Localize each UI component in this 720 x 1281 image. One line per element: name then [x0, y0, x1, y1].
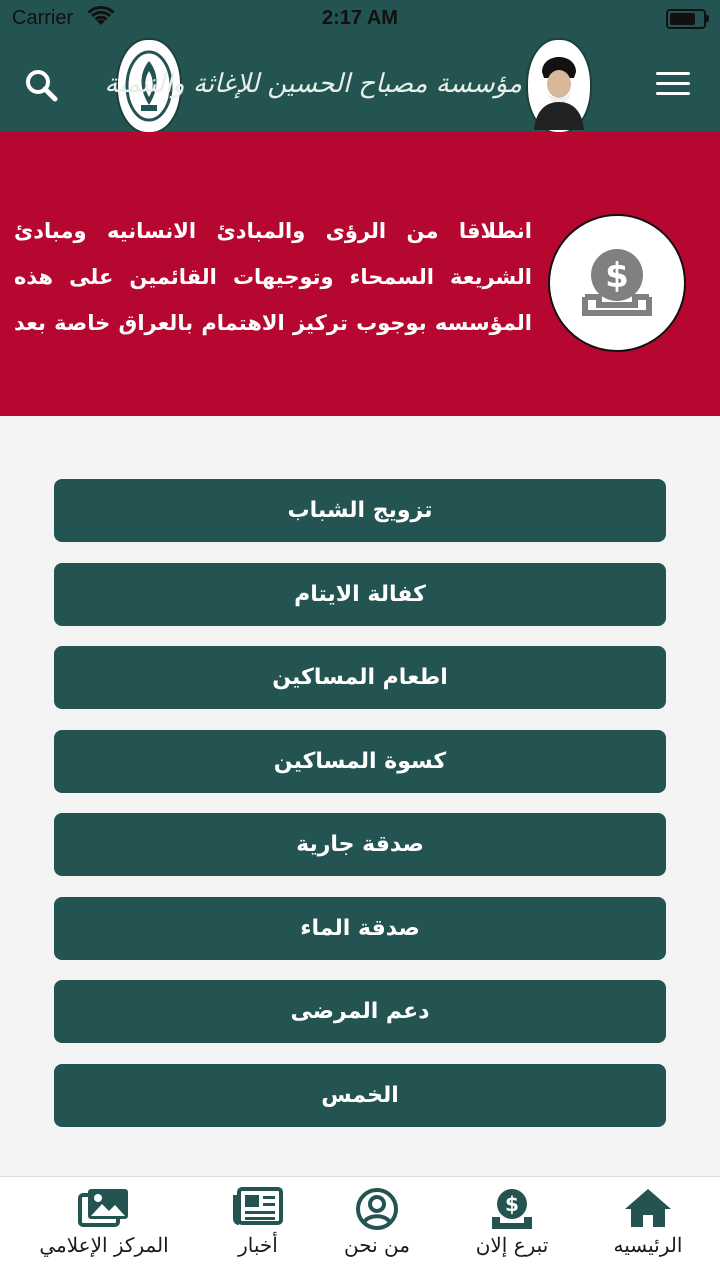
- menu-button[interactable]: [656, 72, 690, 98]
- tab-media-center[interactable]: [32, 1177, 176, 1267]
- newspaper-icon: [233, 1187, 283, 1225]
- tab-home[interactable]: [576, 1177, 720, 1267]
- home-icon: [623, 1187, 673, 1229]
- service-button-youth-marriage[interactable]: تزويج الشباب: [54, 479, 666, 542]
- tab-label: تبرع إلان: [475, 1233, 549, 1257]
- service-button-water-charity[interactable]: صدقة الماء: [54, 897, 666, 960]
- portrait-icon: [530, 42, 588, 130]
- status-bar: [0, 0, 720, 36]
- tab-label: أخبار: [238, 1233, 278, 1257]
- app-header: [0, 36, 720, 132]
- service-button-khums[interactable]: الخمس: [54, 1064, 666, 1127]
- carrier-label: Carrier: [12, 7, 74, 29]
- tab-donate-now[interactable]: [440, 1177, 584, 1267]
- service-button-feed-poor[interactable]: اطعام المساكين: [54, 646, 666, 709]
- battery-icon: [666, 9, 706, 29]
- services-list: [54, 479, 666, 1147]
- service-button-patient-support[interactable]: دعم المرضى: [54, 980, 666, 1043]
- search-icon: [22, 66, 62, 106]
- banner-text: انطلاقا من الرؤى والمبادئ الانسانيه ومبادئ الشريعة السمحاء وتوجيهات القائمين على هذه المؤسسه بوجوب تركيز الاهتمام بالعراق خاصة بعد: [14, 219, 532, 335]
- hamburger-icon: [656, 72, 690, 75]
- tab-label: المركز الإعلامي: [39, 1233, 169, 1257]
- tab-about-us[interactable]: [305, 1177, 449, 1267]
- service-button-orphan-sponsorship[interactable]: كفالة الايتام: [54, 563, 666, 626]
- donate-icon: [489, 1187, 535, 1231]
- foundation-title: مؤسسة مصباح الحسين للإغاثة والتنمية: [104, 69, 522, 99]
- tab-label: من نحن: [344, 1233, 410, 1257]
- hamburger-line: [656, 92, 690, 95]
- hamburger-line: [656, 82, 690, 85]
- banner-icon-circle: [548, 214, 686, 352]
- svg-text:$: $: [605, 256, 629, 296]
- bottom-tab-bar: [0, 1176, 720, 1281]
- gallery-icon: [78, 1187, 130, 1229]
- search-button[interactable]: [22, 66, 62, 106]
- intro-banner: [0, 132, 720, 416]
- tab-label: الرئيسيه: [613, 1233, 683, 1257]
- svg-text:$: $: [505, 1192, 519, 1216]
- donate-coin-icon: [575, 241, 659, 325]
- service-button-ongoing-charity[interactable]: صدقة جارية: [54, 813, 666, 876]
- portrait-emblem: [526, 38, 592, 134]
- clock: 2:17 AM: [322, 7, 398, 29]
- service-button-clothe-poor[interactable]: كسوة المساكين: [54, 730, 666, 793]
- user-circle-icon: [355, 1187, 399, 1231]
